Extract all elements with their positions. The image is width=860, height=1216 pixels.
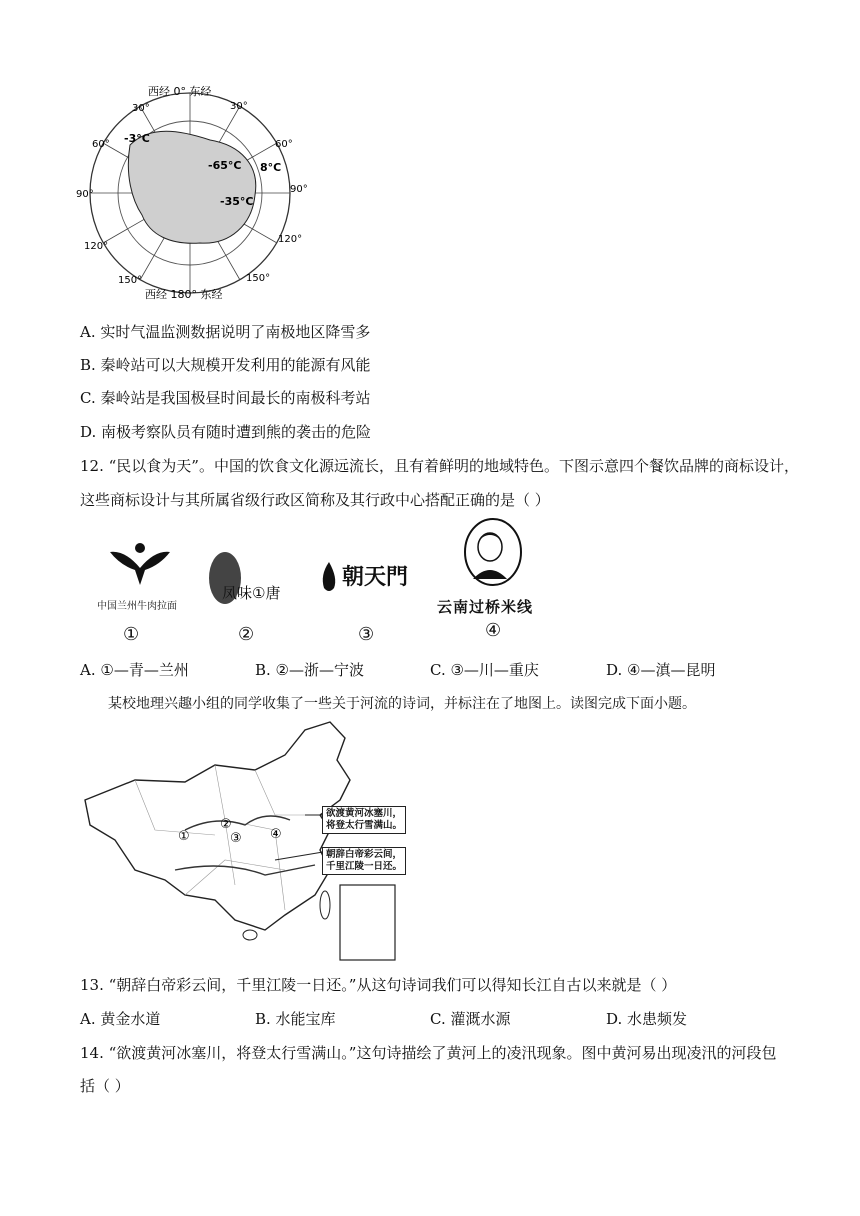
map-marker: ① [178, 829, 190, 844]
q13-option-b: B. 水能宝库 [255, 1010, 336, 1028]
svg-text:150°: 150° [246, 273, 271, 284]
china-river-map [75, 720, 435, 965]
svg-text:150°: 150° [118, 275, 143, 286]
q11-option-a: A. 实时气温监测数据说明了南极地区降雪多 [80, 323, 371, 341]
q13-option-c: C. 灌溉水源 [430, 1010, 511, 1028]
svg-text:90°: 90° [290, 184, 308, 195]
section-intro: 某校地理兴趣小组的同学收集了一些关于河流的诗词，并标注在了地图上。读图完成下面小题。 [108, 696, 696, 712]
q13-stem: 13. “朝辞白帝彩云间，千里江陵一日还。”从这句诗词我们可以得知长江自古以来就是（ ） [80, 976, 677, 994]
svg-text:30°: 30° [230, 101, 248, 112]
temp-label: -35°C [220, 195, 254, 208]
q13-option-a: A. 黄金水道 [80, 1010, 161, 1028]
svg-text:60°: 60° [275, 139, 293, 150]
logo-caption: 云南过桥米线 [437, 598, 534, 616]
svg-text:120°: 120° [278, 234, 303, 245]
logo-caption: 中国兰州牛肉拉面 [97, 601, 177, 612]
poem-callout-yangtze: 朝辞白帝彩云间， 千里江陵一日还。 [322, 847, 406, 875]
poem-callout-yellow-river: 欲渡黄河冰塞川， 将登太行雪满山。 [322, 806, 406, 834]
temp-label: -65°C [208, 159, 242, 172]
q12-option-c: C. ③—川—重庆 [430, 661, 539, 679]
svg-text:90°: 90° [76, 189, 94, 200]
q11-option-c: C. 秦岭站是我国极昼时间最长的南极科考站 [80, 389, 371, 407]
q12-option-b: B. ②—浙—宁波 [255, 661, 365, 679]
map-marker: ④ [270, 827, 282, 842]
q14-stem-line1: 14. “欲渡黄河冰塞川，将登太行雪满山。”这句诗描绘了黄河上的凌汛现象。图中黄河易出现凌汛的河段包 [80, 1044, 777, 1062]
map-marker: ③ [230, 831, 242, 846]
logo-yunnan-portrait [463, 517, 523, 587]
logo-caption: 凤味①唐 [222, 584, 281, 602]
logo-chaotianmen-flame-icon [318, 560, 340, 595]
logo-number: ② [238, 624, 255, 645]
q14-stem-line2: 括（ ） [80, 1077, 130, 1095]
temp-label: 8°C [260, 161, 282, 174]
logo-number: ③ [358, 624, 375, 645]
map-marker: ② [220, 817, 232, 832]
polar-bottom-label: 西经 180° 东经 [145, 288, 223, 300]
svg-text:120°: 120° [84, 241, 109, 252]
svg-text:30°: 30° [132, 103, 150, 114]
q13-option-d: D. 水患频发 [606, 1010, 688, 1028]
logo-caption: 朝天門 [342, 565, 409, 590]
q12-stem-line1: 12. “民以食为天”。中国的饮食文化源远流长，且有着鲜明的地域特色。下图示意四个餐饮品牌的商标设计， [80, 457, 799, 475]
logo-number: ① [123, 624, 140, 645]
svg-text:60°: 60° [92, 139, 110, 150]
temp-label: -3°C [124, 132, 150, 145]
logo-lanzhou-beef-noodle [105, 540, 175, 595]
polar-top-label: 西经 0° 东经 [148, 85, 212, 98]
q12-stem-line2: 这些商标设计与其所属省级行政区简称及其行政中心搭配正确的是（ ） [80, 491, 550, 509]
antarctic-polar-map [70, 85, 330, 300]
q12-option-d: D. ④—滇—昆明 [606, 661, 716, 679]
q11-option-d: D. 南极考察队员有随时遭到熊的袭击的危险 [80, 423, 372, 441]
q12-option-a: A. ①—青—兰州 [80, 661, 189, 679]
logo-number: ④ [485, 620, 502, 641]
q11-option-b: B. 秦岭站可以大规模开发利用的能源有风能 [80, 356, 371, 374]
